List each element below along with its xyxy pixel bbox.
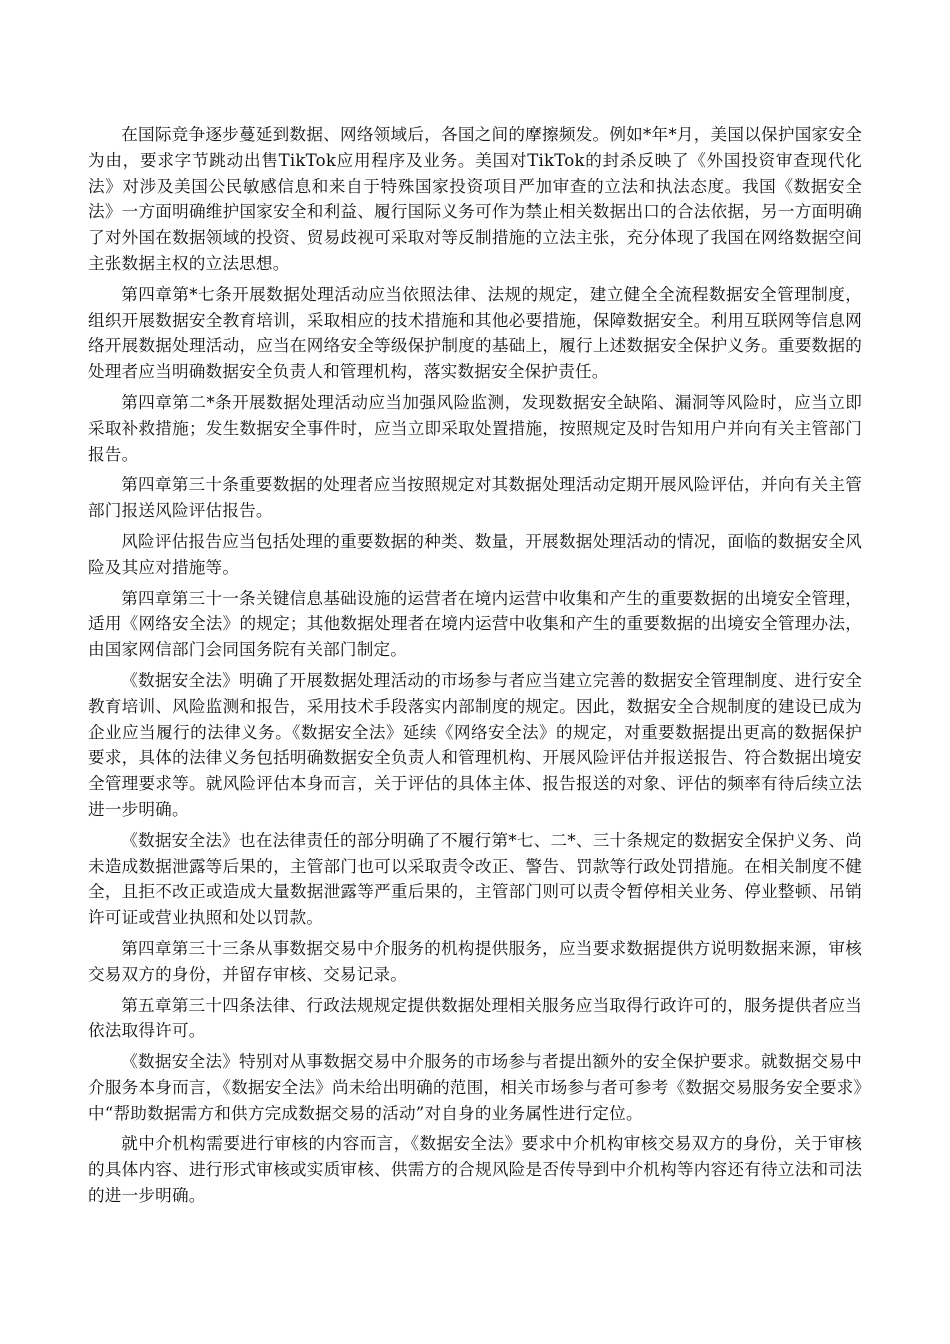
paragraph-2: 第四章第*七条开展数据处理活动应当依照法律、法规的规定，建立健全全流程数据安全管理制度，组织开展数据安全教育培训，采取相应的技术措施和其他必要措施，保障数据安全。利用互联网等信息网络开展数据处理活动，应当在网络安全等级保护制度的基础上，履行上述数据安全保护义务。重要数据的处理者应当明确数据安全负责人和管理机构，落实数据安全保护责任。 (88, 284, 862, 382)
paragraph-5: 风险评估报告应当包括处理的重要数据的种类、数量，开展数据处理活动的情况，面临的数据安全风险及其应对措施等。 (88, 531, 862, 577)
paragraph-7: 《数据安全法》明确了开展数据处理活动的市场参与者应当建立完善的数据安全管理制度、进行安全教育培训、风险监测和报告，采用技术手段落实内部制度的规定。因此，数据安全合规制度的建设已成为企业应当履行的法律义务。《数据安全法》延续《网络安全法》的规定，对重要数据提出更高的数据保护要求，具体的法律义务包括明确数据安全负责人和管理机构、开展风险评估并报送报告、符合数据出境安全管理要求等。就风险评估本身而言，关于评估的具体主体、报告报送的对象、评估的频率有待后续立法进一步明确。 (88, 670, 862, 819)
document-body (88, 122, 862, 1214)
paragraph-11: 《数据安全法》特别对从事数据交易中介服务的市场参与者提出额外的安全保护要求。就数据交易中介服务本身而言，《数据安全法》尚未给出明确的范围，相关市场参与者可参考《数据交易服务安全要求》中“帮助数据需方和供方完成数据交易的活动”对自身的业务属性进行定位。 (88, 1052, 862, 1123)
paragraph-6: 第四章第三十一条关键信息基础设施的运营者在境内运营中收集和产生的重要数据的出境安全管理，适用《网络安全法》的规定；其他数据处理者在境内运营中收集和产生的重要数据的出境安全管理办法，由国家网信部门会同国务院有关部门制定。 (88, 588, 862, 660)
paragraph-4: 第四章第三十条重要数据的处理者应当按照规定对其数据处理活动定期开展风险评估，并向有关主管部门报送风险评估报告。 (88, 475, 862, 521)
paragraph-3: 第四章第二*条开展数据处理活动应当加强风险监测，发现数据安全缺陷、漏洞等风险时，应当立即采取补救措施；发生数据安全事件时，应当立即采取处置措施，按照规定及时告知用户并向有关主管部门报告。 (88, 392, 862, 464)
paragraph-9: 第四章第三十三条从事数据交易中介服务的机构提供服务，应当要求数据提供方说明数据来源，审核交易双方的身份，并留存审核、交易记录。 (88, 938, 862, 984)
paragraph-1: 在国际竞争逐步蔓延到数据、网络领域后，各国之间的摩擦频发。例如*年*月，美国以保护国家安全为由，要求字节跳动出售TikTok应用程序及业务。美国对TikTok的封杀反映了《外国投资审查现代化法》对涉及美国公民敏感信息和来自于特殊国家投资项目严加审查的立法和执法态度。我国《数据安全法》一方面明确维护国家安全和利益、履行国际义务可作为禁止相关数据出口的合法依据，另一方面明确了对外国在数据领域的投资、贸易歧视可采取对等反制措施的立法主张，充分体现了我国在网络数据空间主张数据主权的立法思想。 (88, 125, 862, 273)
paragraph-8: 《数据安全法》也在法律责任的部分明确了不履行第*七、二*、三十条规定的数据安全保护义务、尚未造成数据泄露等后果的，主管部门也可以采取责令改正、警告、罚款等行政处罚措施。在相关制度不健全，且拒不改正或造成大量数据泄露等严重后果的，主管部门则可以责令暂停相关业务、停业整顿、吊销许可证或营业执照和处以罚款。 (88, 830, 862, 928)
paragraph-10: 第五章第三十四条法律、行政法规规定提供数据处理相关服务应当取得行政许可的，服务提供者应当依法取得许可。 (88, 995, 862, 1041)
paragraph-12: 就中介机构需要进行审核的内容而言，《数据安全法》要求中介机构审核交易双方的身份，关于审核的具体内容、进行形式审核或实质审核、供需方的合规风险是否传导到中介机构等内容还有待立法和司法的进一步明确。 (88, 1134, 862, 1206)
